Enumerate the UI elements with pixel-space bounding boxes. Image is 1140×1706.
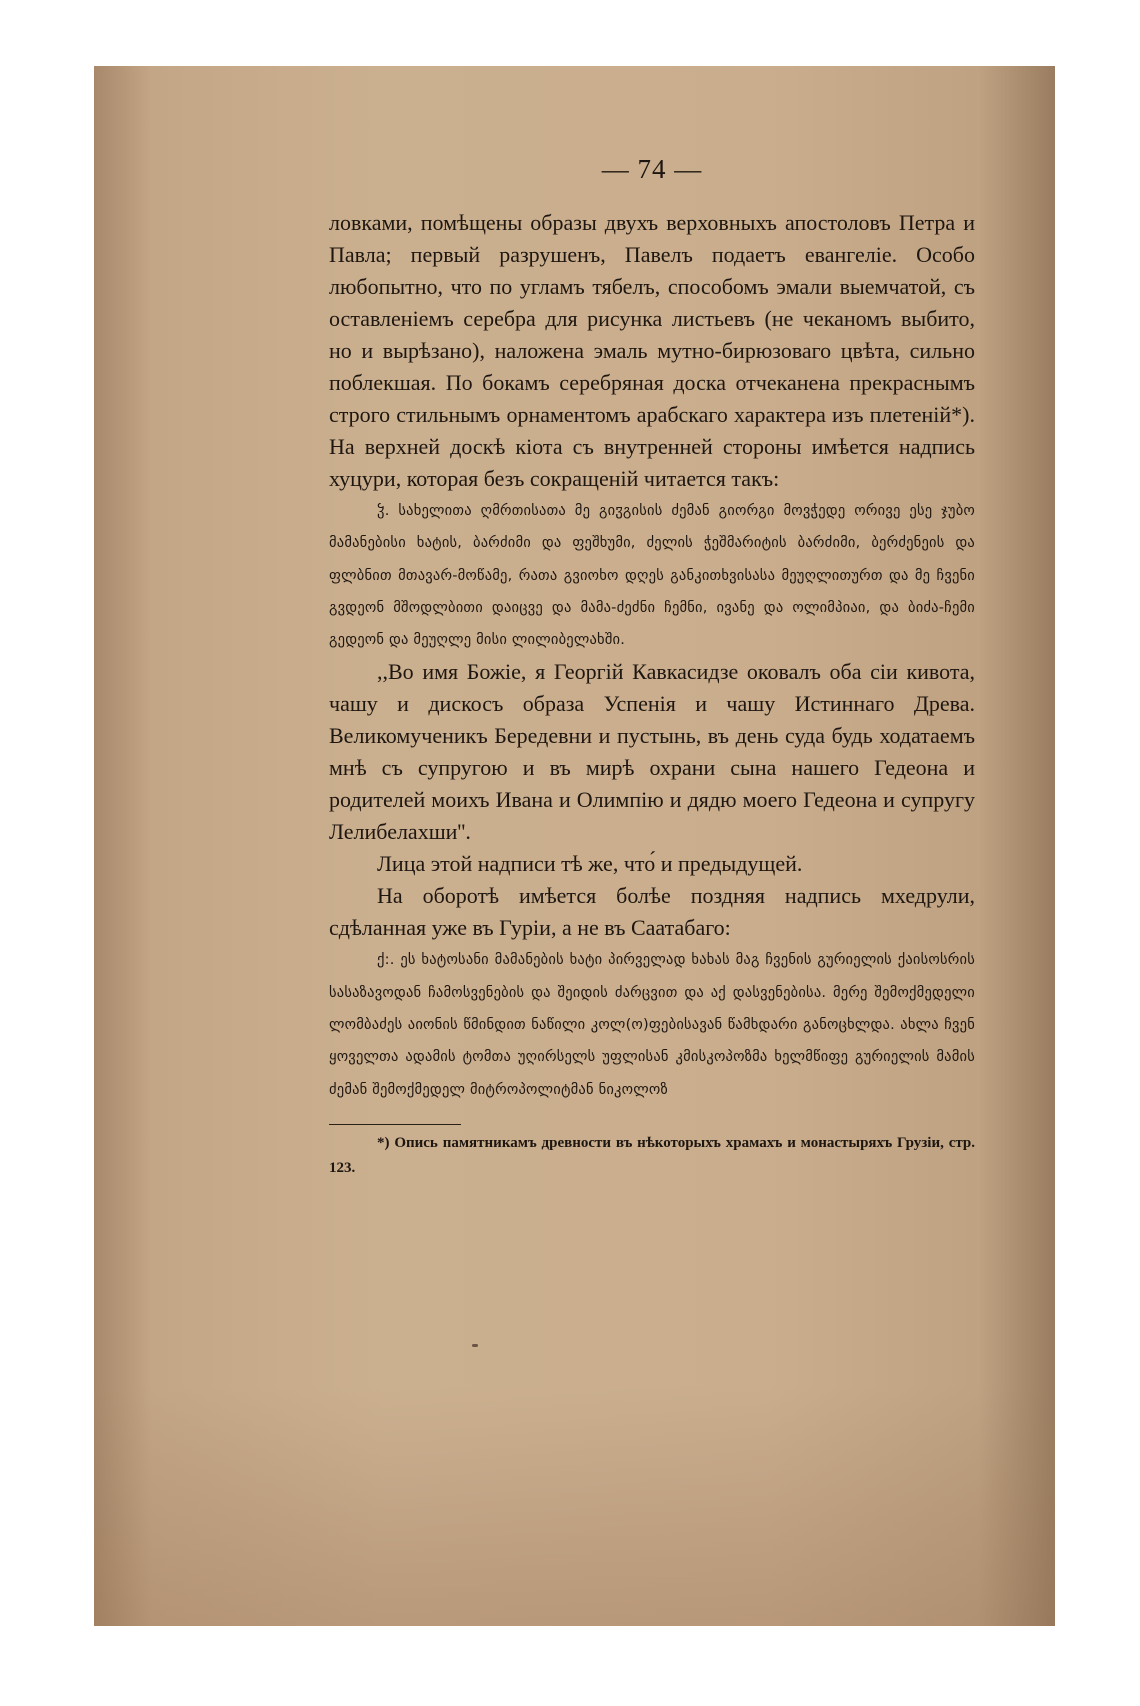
footnote: *) Опись памятникамъ древности въ нѣкоторыхъ храмахъ и монастыряхъ Грузіи, стр. 123.: [329, 1134, 975, 1176]
body-paragraph-1: ловками, помѣщены образы двухъ верховныхъ апостоловъ Петра и Павла; первый разрушенъ, Павелъ подаетъ евангеліе. Особо любопытно, что по угламъ тябелъ, способомъ эмали выемчатой, съ оставленіемъ серебра для рисунка листьевъ (не чеканомъ выбито, но и вырѣзано), наложена эмаль мутно-бирюзоваго цвѣта, сильно поблекшая. По бокамъ серебряная доска отчеканена прекраснымъ строго стильнымъ орнаментомъ арабскаго характера изъ плетеній*). На верхней доскѣ кіота съ внутренней стороны имѣется надпись хуцури, которая безъ сокращеній читается такъ:: [329, 210, 975, 491]
body-paragraph-faces: Лица этой надписи тѣ же, что́ и предыдущей.: [377, 851, 803, 877]
body-paragraph-translation: ,,Во имя Божіе, я Георгій Кавкасидзе оковалъ оба сіи кивота, чашу и дискосъ образа Успенія и чашу Истиннаго Древа. Великомученикъ Бередевни и пустынь, въ день суда будь ходатаемъ мнѣ съ супругою и въ мирѣ охрани сына нашего Гедеона и родителей моихъ Ивана и Олимпію и дядю моего Гедеона и супругу Лелибелахши''.: [329, 659, 975, 845]
page-content: [329, 154, 975, 1181]
footnote-divider: [329, 1124, 461, 1125]
georgian-inscription-mkhedruli: ქ:. ეს ხატოსანი მამანების ხატი პირველად ხახას მაგ ჩვენის გურიელის ქაისოსრის სასაზავოდან ჩამოსვენების და შეიდის ძარცვით და აქ დასვენებისა. მერე შემოქმედელი ლომბაძეს აიონის წმინდით ნაწილი კოლ(ო)ფებისავან წამხდარი განოცხლდა. ახლა ჩვენ ყოველთა ადამის ტომთა უღირსელს უფლისან კმისკოპოზმა ხელმწიფე გურიელის მამის ძემან შემოქმედელ მიტროპოლიტმან ნიკოლოზ: [329, 952, 975, 1098]
body-paragraph-reverse: На оборотѣ имѣется болѣе поздняя надпись мхедрули, сдѣланная уже въ Гуріи, а не въ Саатабаго:: [329, 883, 975, 941]
ink-speck: [472, 1344, 478, 1347]
scanned-page: [94, 66, 1055, 1626]
page-number: — 74 —: [601, 154, 703, 184]
georgian-inscription-khutsuri: ჴ. სახელითა ღმრთისათა მე გიჳგისის ძემან გიორგი მოვჭედე ორივე ესე ჯუბო მამანებისი ხატის, ბარძიმი და ფეშხუმი, ძელის ჭეშმარიტის ბარძიმი, ბერძენეის და ფლბნით მთავარ-მოწამე, რათა გვიოხო დღეს განკითხვისასა მეუღლითურთ და მე ჩვენი გვდეონ მშოდლბითი დაიცვე და მამა-ძეძნი ჩემნი, ივანე და ოლიმპიაი, და ბიძა-ჩემი გედეონ და მეუღლე მისი ლილიბელახში.: [329, 503, 975, 649]
